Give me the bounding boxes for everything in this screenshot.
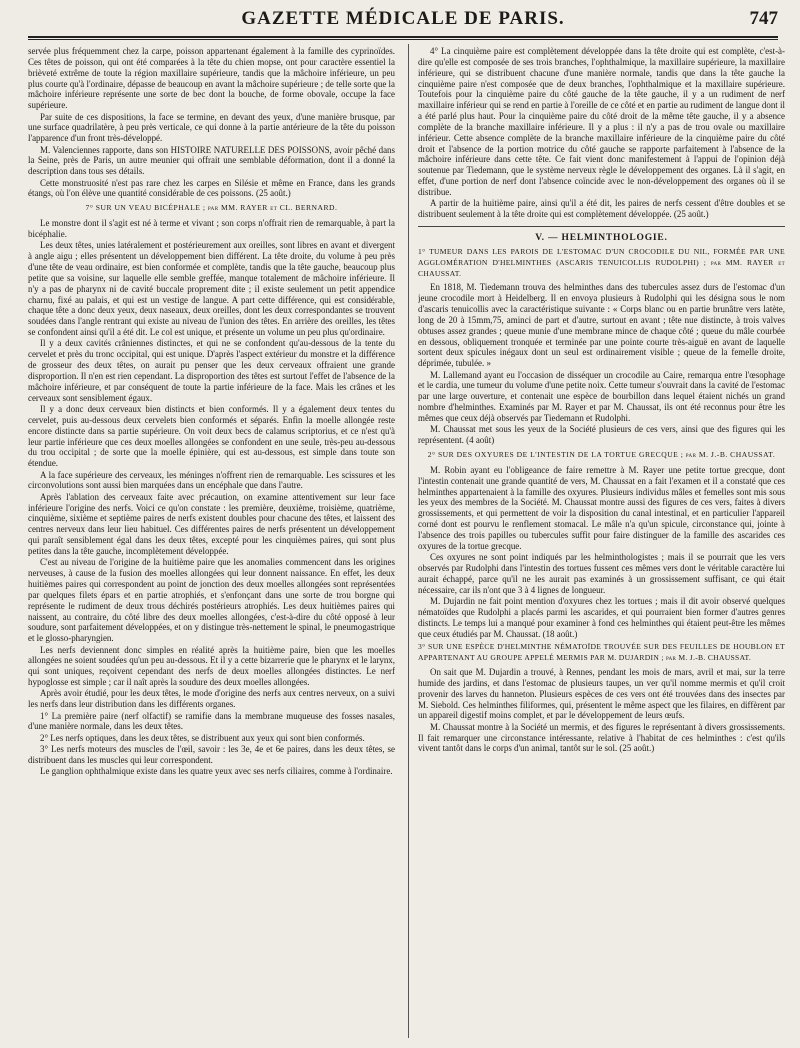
article-heading: 1° TUMEUR DANS LES PAROIS DE L'ESTOMAC D'UN CROCODILE DU NIL, FORMÉE PAR UNE AGGLOMÉRATION D'HELMINTHES (ASCARIS TENUICOLLIS RUDOLPHI) ; par MM. RAYER et CHAUSSAT. xyxy=(418,246,785,278)
article-heading: 7° SUR UN VEAU BICÉPHALE ; par MM. RAYER et CL. BERNARD. xyxy=(85,203,338,213)
paragraph: 1° La première paire (nerf olfactif) se ramifie dans la membrane muqueuse des fosses nasales, d'une manière normale, dans les deux têtes. xyxy=(28,710,395,732)
page-number: 747 xyxy=(749,8,778,29)
paragraph: M. Robin ayant eu l'obligeance de faire remettre à M. Rayer une petite tortue grecque, dont l'intestin contenait une grande quantité de vers, M. Chaussat en a fait l'examen et il a constaté que ces helminthes appartenaient à la famille des oxyures. Plusieurs individus mâles et femelles sont mis sous les yeux des membres de la Société. M. Chaussat montre aussi des figures de ces vers, faites à divers grossissements, et qui permettent de voir la disposition du canal intestinal, et en particulier l'appareil corné dont est pourvu le renflement stomacal. Le mâle n'a qu'un spicule, circonstance qui, jointe à l'absence des trois papilles ou tubercules suffit pour faire distinguer de la famille des ascarides ces oxyures de la tortue grecque. xyxy=(418,464,785,551)
paragraph: Le monstre dont il s'agit est né à terme et vivant ; son corps n'offrait rien de remarquable, à part la bicéphalie. xyxy=(28,218,395,239)
paragraph: C'est au niveau de l'origine de la huitième paire que les anomalies commencent dans les origines nerveuses, à cause de la fusion des moelles allongées qui leur donnent naissance. En effet, les deux huitièmes paires qui correspondent au point de jonction des deux moelles allongées sont représentées par quelques filets épars et en partie atrophiés, et s'enfonçant dans une sorte de trou borgne qui représente le rudiment de deux trous déchirés postérieurs atrophiés. Les deux huitièmes paires qui naissent, au contraire, du côté libre des deux moelles allongées, c'est-à-dire du côté opposé à leur soudure, sont parfaitement développées, et on y distingue très-nettement le spinal, le pneumogastrique et le glosso-pharyngien. xyxy=(28,557,395,644)
paragraph: 3° Les nerfs moteurs des muscles de l'œil, savoir : les 3e, 4e et 6e paires, dans les deux têtes, se distribuent dans les muscles qui leur correspondent. xyxy=(28,744,395,765)
paragraph: A la face supérieure des cerveaux, les méninges n'offrent rien de remarquable. Les scissures et les circonvolutions sont aussi bien marquées dans un encéphale que dans l'autre. xyxy=(28,469,395,491)
paragraph: Après l'ablation des cerveaux faite avec précaution, on examine attentivement sur leur face inférieure l'origine des nerfs. Voici ce qu'on constate : les première, deuxième, troisième, quatrième, cinquième, sixième et septième paires de nerfs existent doubles pour chacune des têtes, et laissent des centres nerveux dans leur lieu habituel. Ces différentes paires de nerfs présentent un développement qui paraît sensiblement égal dans les deux têtes, excepté pour les cinquièmes paires, qui sont plus petites dans la tête gauche, incomplètement développée. xyxy=(28,491,395,556)
right-column xyxy=(418,46,785,1036)
header-rule xyxy=(28,36,778,38)
column-divider xyxy=(408,44,409,1038)
paragraph: Après avoir étudié, pour les deux têtes, le mode d'origine des nerfs aux centres nerveux, on a suivi les nerfs dans leur distribution dans les différents organes. xyxy=(28,688,395,710)
page-header xyxy=(28,6,778,32)
paragraph: Ces oxyures ne sont point indiqués par les helminthologistes ; mais il se pourrait que les vers observés par Rudolphi dans l'intestin des tortues fussent ces mêmes vers dont le véritable caractère lui aurait échappé, parce qu'il ne les aurait pas examinés à un grossissement suffisant, ce qui était nécessaire, car ils n'ont que 3 à 4 lignes de longueur. xyxy=(418,552,785,595)
section-rule xyxy=(418,226,785,227)
paragraph: servée plus fréquemment chez la carpe, poisson appartenant également à la famille des cyprinoïdes. Ces têtes de poisson, qui ont été comparées à la tête du chien mopse, ont pour caractère essentiel la brièveté extrême de toute la région maxillaire supérieure, tandis que la mâchoire inférieure, un peu plus courte qu'à l'ordinaire, dépasse de beaucoup en avant la mâchoire supérieure ; de telle sorte que la mâchoire inférieure représente une sorte de bec dont la bouche, de forme obovale, occupe la face supérieure. xyxy=(28,46,395,111)
paragraph: Il y a deux cavités crâniennes distinctes, et qui ne se confondent qu'au-dessous de la tente du cervelet et près du tronc occipital, qui est unique. D'après l'aspect extérieur du monstre et la différence de grosseur des deux têtes, on aurait pu penser que les deux cerveaux offraient une grande disproportion. Il n'en est rien cependant. La disproportion des têtes est surtout l'effet de l'absence de la mâchoire inférieure, et par conséquent de toute la partie inférieure de la face. Mais les crânes et les cerveaux sont sensiblement égaux. xyxy=(28,338,395,403)
article-heading: 2° SUR DES OXYURES DE L'INTESTIN DE LA TORTUE GRECQUE ; par M. J.-B. CHAUSSAT. xyxy=(427,450,776,460)
paragraph: M. Dujardin ne fait point mention d'oxyures chez les tortues ; mais il dit avoir observé quelques nématoïdes que Rudolphi a placés parmi les ascarides, et qui pourraient bien former d'autres genres distincts. Le temps lui a manqué pour examiner à fond ces helminthes qui étaient peut-être les mêmes que ceux étudiés par M. Chaussat. (18 août.) xyxy=(418,596,785,639)
paragraph: 2° Les nerfs optiques, dans les deux têtes, se distribuent aux yeux qui sont bien conformés. xyxy=(40,732,365,743)
paragraph: Par suite de ces dispositions, la face se termine, en devant des yeux, d'une manière brusque, par une surface quadrilatère, à peu près verticale, ce qui donne à la partie antérieure de la tête du poisson l'apparence d'un front très-développé. xyxy=(28,111,395,144)
paragraph: M. Chaussat montre à la Société un mermis, et des figures le représentant à divers grossissements. Il fait remarquer une circonstance intéressante, relative à l'habitat de ces helminthes : c'est qu'ils vivent tantôt dans le corps d'un animal, tantôt sur le sol. (25 août.) xyxy=(418,721,785,754)
left-column xyxy=(28,46,395,1036)
paragraph: M. Lallemand ayant eu l'occasion de disséquer un crocodile au Caire, remarqua entre l'œsophage et le cardia, une tumeur du volume d'une petite noix. Cette tumeur s'ouvrait dans la cavité de l'estomac par une large ouverture, et contenait une espèce de bourbillon dans lequel étaient nichés un grand nombre d'helminthes. Examinés par M. Rayer et par M. Chaussat, ils ont été reconnus pour être les mêmes que ceux déjà observés par Tiedemann et Rudolphi. xyxy=(418,369,785,423)
paragraph: M. Chaussat met sous les yeux de la Société plusieurs de ces vers, ainsi que des figures qui les représentent. (4 août) xyxy=(418,424,785,446)
article-heading: 3° SUR UNE ESPÈCE D'HELMINTHE NÉMATOÏDE TROUVÉE SUR DES FEUILLES DE HOUBLON ET APPARTENANT AU GROUPE APPELÉ MERMIS PAR M. DUJARDIN ; par M. J.-B. CHAUSSAT. xyxy=(418,642,785,663)
paragraph: M. Valenciennes rapporte, dans son HISTOIRE NATURELLE DES POISSONS, avoir pêché dans la Seine, près de Paris, un autre meunier qui offrait une semblable déformation, dont il a donné la description dans tous ses détails. xyxy=(28,144,395,177)
header-rule-thin xyxy=(28,39,778,40)
paragraph: Il y a donc deux cerveaux bien distincts et bien conformés. Il y a également deux tentes du cervelet, puis au-dessous deux cervelets bien conformés et séparés. Enfin la moelle allongée reste encore distincte dans sa partie supérieure. On voit deux becs de calamus scriptorius, et ce n'est qu'à leur partie inférieure que ces deux moelles allongées se confondent en une seule, très-peu au-dessous du trou occipital ; de sorte que la moelle épinière, qui est au-dessous, est simple dans toute son étendue. xyxy=(28,404,395,469)
section-heading: V. — HELMINTHOLOGIE. xyxy=(535,233,668,243)
paragraph: En 1818, M. Tiedemann trouva des helminthes dans des tubercules assez durs de l'estomac d'un jeune crocodile mort à Heidelberg. Il en envoya plusieurs à Rudolphi qui les désigna sous le nom d'ascaris tenuicollis avec la caractéristique suivante : « Corps blanc ou en partie brunâtre vers latète, long de 20 à 15mm,75, aminci de part et d'autre, surtout en avant ; tête nue distincte, à trois valves obtuses assez grandes ; queue munie d'une membrane mince de chaque côté ; queue du mâle courbée en dessous, obliquement tronquée et terminée par une pointe courte très-aiguë en avant de laquelle sortent deux spicules inégaux dont un seul est ordinairement visible ; queue de la femelle droite, déprimée, tubulée. » xyxy=(418,282,785,369)
paragraph: On sait que M. Dujardin a trouvé, à Rennes, pendant les mois de mars, avril et mai, sur la terre humide des jardins, et dans l'estomac de plusieurs taupes, un ver qu'il nomme mermis et qu'il croit provenir des larves du hanneton. Plusieurs espèces de ces vers ont été trouvées dans des insectes par M. Siebold. Ces helminthes filiformes, qui, présentent le même aspect que les filaires, en diffèrent par un appareil digestif moins complet, et par le développement de leurs œufs. xyxy=(418,667,785,721)
paragraph: Les deux têtes, unies latéralement et postérieurement aux oreilles, sont libres en avant et divergent à angle aigu ; elles présentent un développement bien différent. La tête droite, du volume à peu près d'une tête de veau ordinaire, est bien conformée et complète, tandis que la tête gauche, beaucoup plus petite que sa voisine, sur laquelle elle semble greffée, manque totalement de mâchoire inférieure. Il n'y a pas de pharynx ni de cavité buccale proprement dite ; il existe seulement un petit appendice charnu, fixé au palais, et qui est un vestige de langue. A part cette différence, qui est considérable, chaque tête a donc deux yeux, deux naseaux, deux oreilles, dont les deux correspondantes se trouvent soudées dans l'angle rentrant qui existe au niveau de l'union des têtes. En arrière des oreilles, les têtes se confondent ainsi qu'il a été dit. Le col est unique, et présente un volume un peu plus qu'ordinaire. xyxy=(28,240,395,338)
paragraph: 4° La cinquième paire est complètement développée dans la tête droite qui est complète, c'est-à-dire qu'elle est composée de ses trois branches, l'ophthalmique, la maxillaire supérieure, la maxillaire inférieure, qui se distribuent chacune d'une manière normale, tandis que dans la tête gauche la cinquième paire n'est composée que de deux branches, l'ophthalmique et la maxillaire supérieure. Toutefois pour la cinquième paire du côté gauche de la tête gauche, il y a un rudiment de nerf maxillaire inférieur qui se rend en partie à l'oreille de ce côté et en partie au rudiment de langue dont il a été parlé plus haut. Pour la cinquième paire du côté droit de la même tête gauche, il y a absence complète de la branche maxillaire inférieure. Il y a plus : il n'y a pas de trou ovale ou maxillaire inférieur. Cette absence complète de la branche maxillaire inférieure de la cinquième paire du côté droit et l'absence de la portion motrice du côté gauche se rapporte parfaitement à l'absence de la mâchoire inférieure dans cette tête. Ce fait vient donc manifestement à l'appui de l'opinion déjà soutenue par Tiedemann, que le système nerveux règle le développement des organes. Là il s'agit, en effet, d'une portion de nerf dont l'absence coïncide avec le non-développement des organes où il se distribue. xyxy=(418,46,785,197)
journal-title: GAZETTE MÉDICALE DE PARIS. xyxy=(241,8,565,29)
paragraph: A partir de la huitième paire, ainsi qu'il a été dit, les paires de nerfs cessent d'être doubles et se distribuent seulement à la tête droite qui est complètement développée. (25 août.) xyxy=(418,198,785,220)
paragraph: Le ganglion ophthalmique existe dans les quatre yeux avec ses nerfs ciliaires, comme à l'ordinaire. xyxy=(40,766,393,777)
paragraph: Cette monstruosité n'est pas rare chez les carpes en Silésie et même en France, dans les grands étangs, où l'on élève une quantité considérable de ces poissons. (25 août.) xyxy=(28,177,395,199)
paragraph: Les nerfs deviennent donc simples en réalité après la huitième paire, bien que les moelles allongées ne soient soudées qu'un peu au-dessous. Et il y a cette bizarrerie que le pharynx et le larynx, qui sont uniques, reçoivent cependant des nerfs de deux moelles allongées distinctes. Le nerf hypoglosse est simple ; car il naît après la soudure des deux moelles allongées. xyxy=(28,644,395,688)
